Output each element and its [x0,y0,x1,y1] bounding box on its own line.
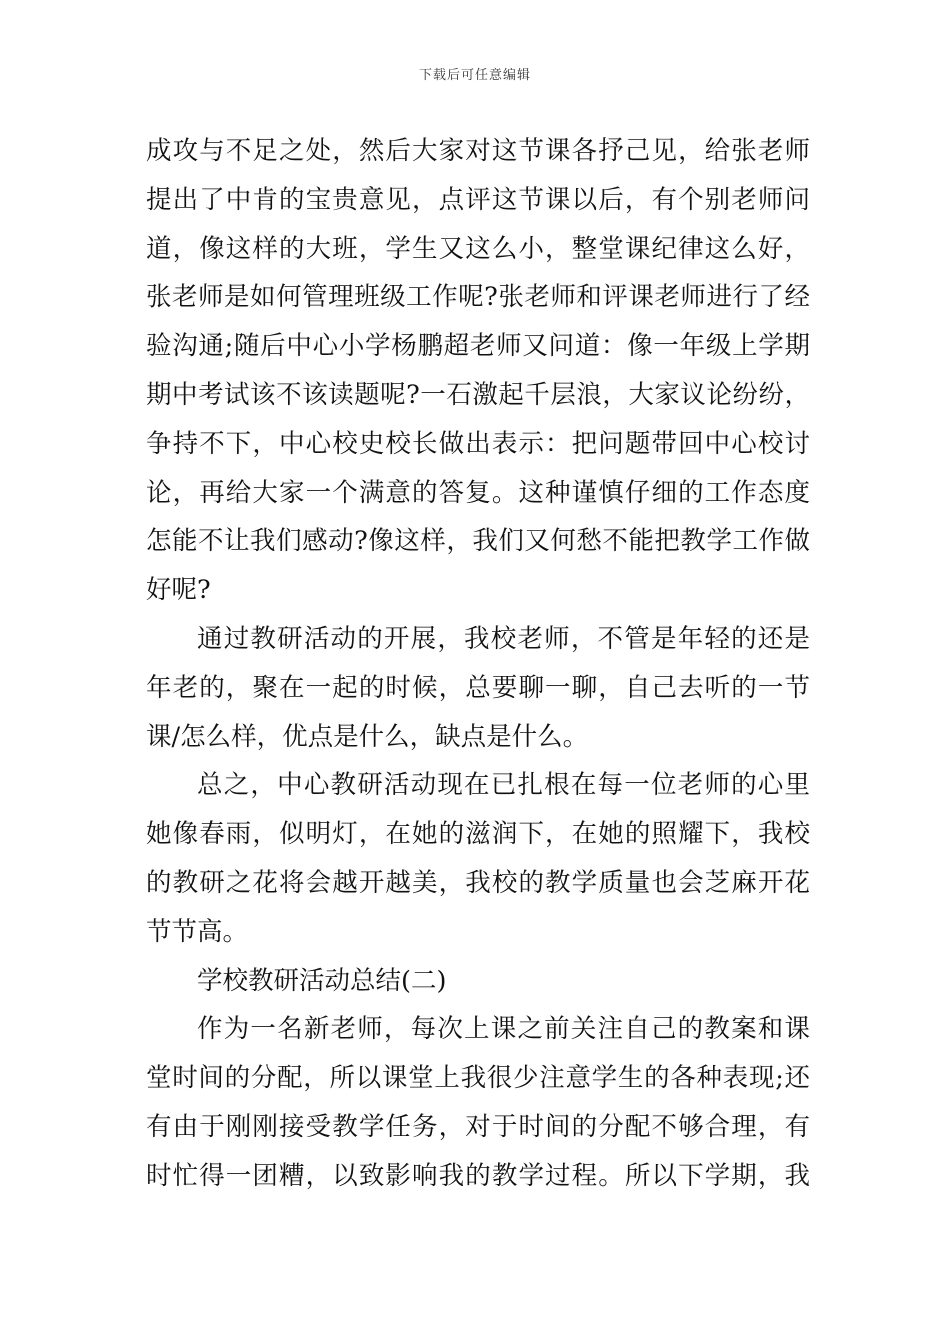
text-line: 节节高。 [146,916,249,947]
text-line: 年老的，聚在一起的时候，总要聊一聊，自己去听的一节 [146,672,810,703]
page-header-note: 下载后可任意编辑 [418,68,531,83]
text-line: 期中考试该不该读题呢?一石激起千层浪，大家议论纷纷， [146,379,810,410]
text-line: 论，再给大家一个满意的答复。这种谨慎仔细的工作态度 [146,477,810,508]
text-line: 学校教研活动总结(二) [197,965,447,996]
text-line: 总之，中心教研活动现在已扎根在每一位老师的心里 [197,770,810,801]
text-line: 课/怎么样，优点是什么，缺点是什么。 [146,721,589,752]
text-line: 时忙得一团糟，以致影响我的教学过程。所以下学期，我 [146,1160,810,1191]
text-line: 好呢? [146,575,211,606]
document-body [146,127,810,1201]
text-line: 作为一名新老师，每次上课之前关注自己的教案和课 [197,1014,810,1045]
text-line: 有由于刚刚接受教学任务，对于时间的分配不够合理，有 [146,1111,810,1142]
text-line: 提出了中肯的宝贵意见，点评这节课以后，有个别老师问 [146,184,810,215]
text-line: 争持不下，中心校史校长做出表示：把问题带回中心校讨 [146,428,810,459]
text-line: 堂时间的分配，所以课堂上我很少注意学生的各种表现;还 [146,1063,810,1094]
text-line: 怎能不让我们感动?像这样，我们又何愁不能把教学工作做 [146,526,810,557]
text-line: 成攻与不足之处，然后大家对这节课各抒己见，给张老师 [146,136,810,166]
text-line: 张老师是如何管理班级工作呢?张老师和评课老师进行了经 [146,282,810,313]
text-line: 通过教研活动的开展，我校老师，不管是年轻的还是 [197,623,810,654]
text-line: 验沟通;随后中心小学杨鹏超老师又问道：像一年级上学期 [146,331,810,362]
text-line: 道，像这样的大班，学生又这么小，整堂课纪律这么好， [146,233,810,264]
text-line: 的教研之花将会越开越美，我校的教学质量也会芝麻开花 [146,867,810,898]
text-line: 她像春雨，似明灯，在她的滋润下，在她的照耀下，我校 [146,819,810,850]
